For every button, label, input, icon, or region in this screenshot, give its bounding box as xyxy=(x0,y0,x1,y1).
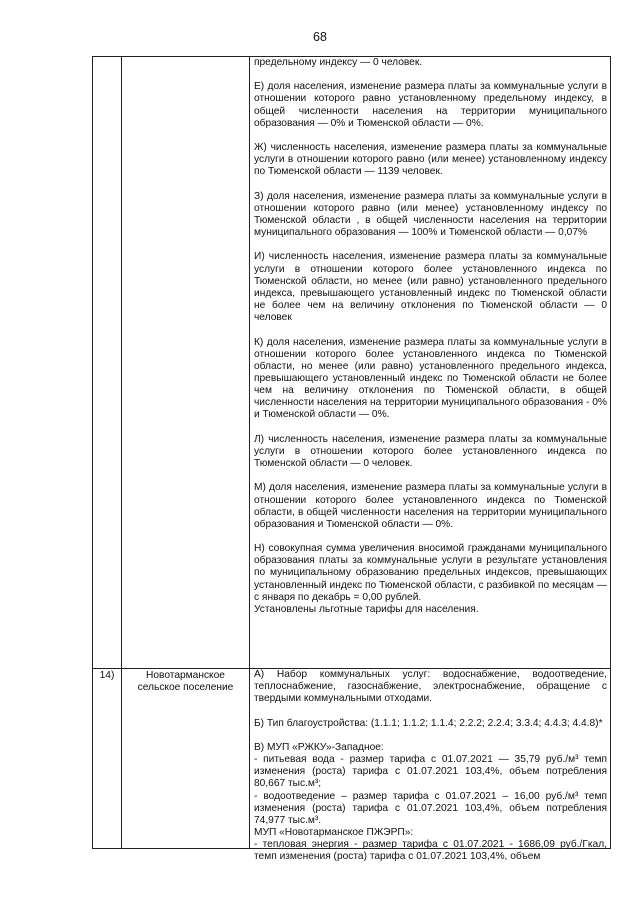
paragraph-spacer xyxy=(254,179,607,191)
description-text xyxy=(250,57,610,616)
row-description xyxy=(250,669,611,863)
paragraph-spacer xyxy=(254,705,607,717)
paragraph: Ж) численность населения, изменение размера платы за коммунальные услуги в отношении которого равно (или менее) установленному индексу по Тюменской области — 1139 человек. xyxy=(254,142,607,178)
paragraph: Б) Тип благоустройства: (1.1.1; 1.1.2; 1.1.4; 2.2.2; 2.2.4; 3.3.4; 4.4.3; 4.4.8)* xyxy=(254,717,603,729)
row-number xyxy=(93,57,122,669)
paragraph-spacer xyxy=(254,324,607,336)
paragraph-spacer xyxy=(254,470,607,482)
paragraph: - тепловая энергия - размер тарифа с 01.07.2021 - 1686,09 руб./Гкал, темп изменения (роста) тарифа с 01.07.2021 103,4%, объем xyxy=(254,839,607,863)
paragraph: В) МУП «РЖКУ»-Западное: xyxy=(254,741,384,753)
paragraph: Л) численность населения, изменение размера платы за коммунальные услуги в отношении которого более установленного индекса по Тюменской области — 0 человек. xyxy=(254,433,607,470)
description-text xyxy=(250,669,610,863)
paragraph: Установлены льготные тарифы для населения. xyxy=(254,603,479,615)
row-description xyxy=(250,57,611,669)
paragraph: - водоотведение – размер тарифа с 01.07.2021 – 16,00 руб./м³ темп изменения (роста) тарифа с 01.07.2021 103,4%, объем потребления 74,977 тыс.м³. xyxy=(254,790,607,826)
paragraph: К) доля населения, изменение размера платы за коммунальные услуги в отношении которого более установленного индекса по Тюменской области, но менее (или равно) установленного предельного индекса, превышающего установленный индекс по Тюменской области не более чем на величину отклонения по Тюменской области, в общей численности населения на территории муниципального образования - 0% и Тюменской области — 0%. xyxy=(254,336,607,421)
paragraph-spacer xyxy=(254,130,607,142)
paragraph-spacer xyxy=(254,69,607,81)
paragraph-spacer xyxy=(254,422,607,434)
paragraph: - питьевая вода - размер тарифа с 01.07.2021 — 35,79 руб./м³ темп изменения (роста) тарифа с 01.07.2021 103,4%, объем потребления 80,667 тыс.м³; xyxy=(254,754,607,790)
municipality-name: Новотарманское сельское поселение xyxy=(122,669,250,849)
tariff-table xyxy=(92,56,611,863)
paragraph-spacer xyxy=(254,531,607,543)
paragraph-spacer xyxy=(254,239,607,251)
paragraph-spacer xyxy=(254,730,607,742)
municipality-name xyxy=(122,57,250,669)
paragraph: предельному индексу — 0 человек. xyxy=(254,57,423,68)
paragraph: Е) доля населения, изменение размера платы за коммунальные услуги в отношении которого равно установленному предельному индексу, в общей численности населения на территории муниципального образования — 0% и Тюменской области — 0%. xyxy=(254,81,607,129)
paragraph: М) доля населения, изменение размера платы за коммунальные услуги в отношении которого более установленного индекса по Тюменской области, в общей численности населения на территории муниципального образования и Тюменской области — 0%. xyxy=(254,482,607,530)
table-row xyxy=(93,669,611,849)
paragraph: А) Набор коммунальных услуг: водоснабжение, водоотведение, теплоснабжение, газоснабжение, электроснабжение, обращение с твердыми коммунальными отходами. xyxy=(254,669,607,705)
paragraph: Н) совокупная сумма увеличения вносимой гражданами муниципального образования платы за коммунальные услуги в результате установления по муниципальному образованию предельных индексов, превышающих установленный индекс по Тюменской области, с разбивкой по месяцам — с января по декабрь = 0,00 рублей. xyxy=(254,543,607,603)
paragraph: МУП «Новотарманское ПЖЭРП»: xyxy=(254,827,414,838)
row-number: 14) xyxy=(93,669,122,849)
page-number: 68 xyxy=(313,30,327,44)
paragraph: И) численность населения, изменение размера платы за коммунальные услуги в отношении которого более установленного индекса по Тюменской области, но менее (или равно) установленного предельного индекса, превышающего установленный индекс по Тюменской области не более чем на величину отклонения по Тюменской области — 0 человек xyxy=(254,251,607,324)
table-row xyxy=(93,57,611,669)
paragraph: З) доля населения, изменение размера платы за коммунальные услуги в отношении которого равно (или менее) установленному индексу по Тюменской области , в общей численности населения на территории муниципального образования — 100% и Тюменской области — 0,07% xyxy=(254,190,607,239)
